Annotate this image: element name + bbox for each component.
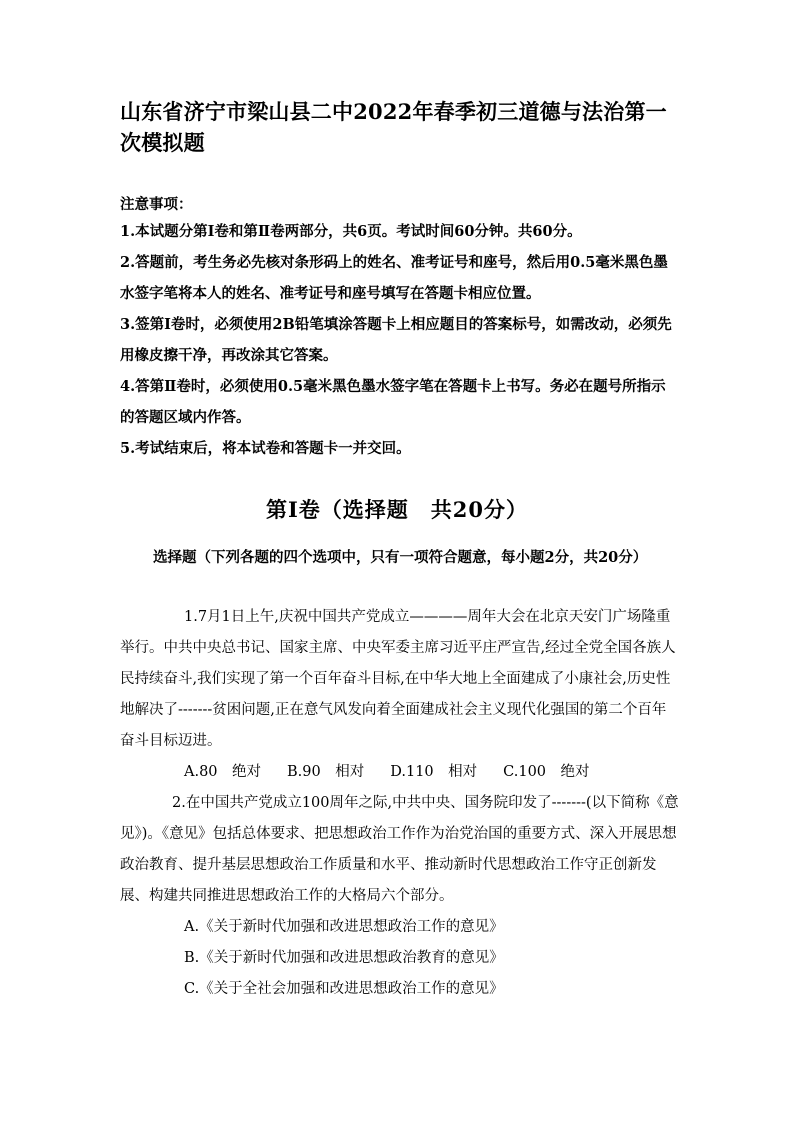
question-2-text: 2.在中国共产党成立100周年之际,中共中央、国务院印发了-------(以下简称《意见》)。《意见》包括总体要求、把思想政治工作作为治党治国的重要方式、深入开展思想政治教育、提升基层思想政治工作质量和水平、推动新时代思想政治工作守正创新发展、构建共同推进思想政治工作的大格局六个部分。 <box>120 795 679 904</box>
notice-item: 5.考试结束后，将本试卷和答题卡一并交回。 <box>120 440 411 457</box>
notice-heading: 注意事项： <box>120 196 193 213</box>
question-1-options <box>120 757 680 788</box>
notice-item: 2.答题前，考生务必先核对条形码上的姓名、准考证号和座号，然后用0.5毫米黑色墨水签字笔将本人的姓名、准考证号和座号填写在答题卡相应位置。 <box>120 254 668 302</box>
notice-item: 3.签第Ⅰ卷时，必须使用2B铅笔填涂答题卡上相应题目的答案标号，如需改动，必须先用橡皮擦干净，再改涂其它答案。 <box>120 316 672 364</box>
notice-item: 4.答第Ⅱ卷时，必须使用0.5毫米黑色墨水签字笔在答题卡上书写。务必在题号所指示的答题区域内作答。 <box>120 378 666 426</box>
question-1-option: B.90 相对 <box>287 764 365 780</box>
question-1-text: 1.7月1日上午,庆祝中国共产党成立————周年大会在北京天安门广场隆重举行。中共中央总书记、国家主席、中央军委主席习近平庄严宣告,经过全党全国各族人民持续奋斗,我们实现了第一个百年奋斗目标,在中华大地上全面建成了小康社会,历史性地解决了-------贫困问题,正在意气风发向着全面建成社会主义现代化强国的第二个百年奋斗目标迈进。 <box>120 609 676 749</box>
notice-item: 1.本试题分第Ⅰ卷和第Ⅱ卷两部分，共6页。考试时间60分钟。共60分。 <box>120 223 582 240</box>
notice-block <box>120 194 680 464</box>
section-intro: 选择题（下列各题的四个选项中，只有一项符合题意，每小题2分，共20分） <box>153 549 648 566</box>
section-title: 第Ⅰ卷（选择题 共20分） <box>265 497 529 522</box>
exam-title: 山东省济宁市梁山县二中2022年春季初三道德与法治第一次模拟题 <box>120 99 667 155</box>
question-list <box>120 602 680 1005</box>
question-2-option: B.《关于新时代加强和改进思想政治教育的意见》 <box>184 950 504 966</box>
question-2-option: C.《关于全社会加强和改进思想政治工作的意见》 <box>184 981 504 997</box>
question-1-option: A.80 绝对 <box>184 764 262 780</box>
question-2-option: A.《关于新时代加强和改进思想政治工作的意见》 <box>184 919 504 935</box>
question-1-option: D.110 相对 <box>390 764 478 780</box>
question-1-option: C.100 绝对 <box>503 764 590 780</box>
